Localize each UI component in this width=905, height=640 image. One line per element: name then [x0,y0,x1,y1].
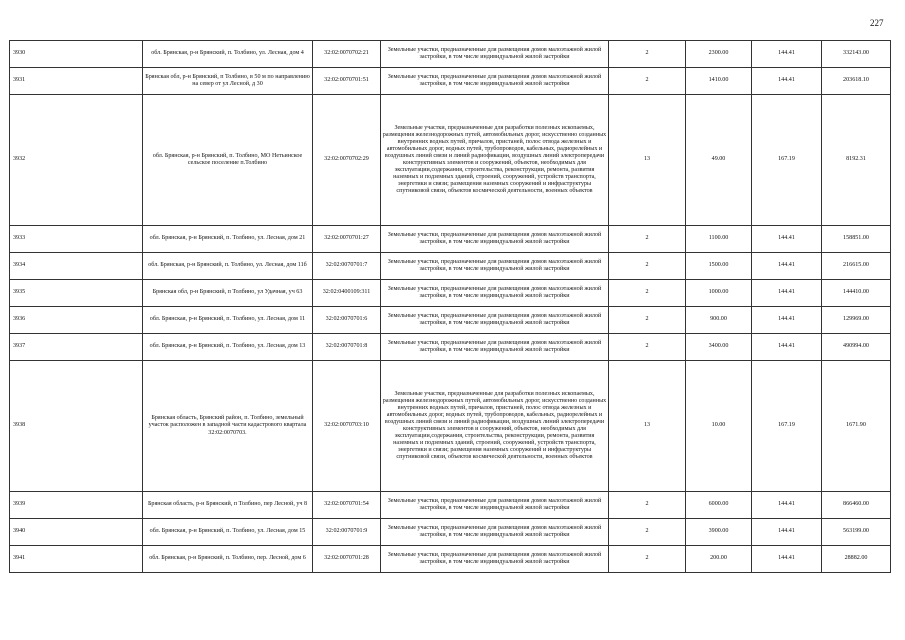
cadastral-value-cell: 216615.00 [822,253,891,280]
specific-value-cell: 144.41 [752,226,822,253]
table-row [10,95,891,226]
specific-value-cell: 144.41 [752,253,822,280]
specific-value-cell: 167.19 [752,361,822,492]
area-cell: 10.00 [686,361,752,492]
specific-value-cell: 144.41 [752,492,822,519]
address-cell: обл. Брянская, р-н Брянский, п. Толбино, ул. Лесная, дом 4 [143,41,313,68]
table-row [10,361,891,492]
cadastral-number-cell: 32:02:0070701:9 [313,519,381,546]
table-row [10,68,891,95]
use-group-cell: 2 [609,492,686,519]
row-number-cell: 3939 [10,492,143,519]
row-number-cell: 3936 [10,307,143,334]
row-number-cell: 3941 [10,546,143,573]
address-cell: обл. Брянская, р-н Брянский, п. Толбино, ул. Лесная, дом 11б [143,253,313,280]
cadastral-number-cell: 32:02:0070702:29 [313,95,381,226]
cadastral-number-cell: 32:02:0070703:10 [313,361,381,492]
specific-value-cell: 144.41 [752,519,822,546]
land-use-cell: Земельные участки, предназначенные для разработки полезных ископаемых, размещения железнодорожных путей, автомобильных дорог, искусственно созданных внутренних водных путей, причалов, пристаней, полос отвода железных и автомобильных дорог, водных путей, трубопроводов, кабельных, радиорелейных и воздушных линий связи и линий радиофикации, воздушных линий электропередачи конструктивных элементов и сооружений, объектов, необходимых для эксплуатации,содержания, строительства, реконструкции, ремонта, развития наземных и подземных зданий, строений, сооружений, устройств транспорта, энергетики и связи; размещения наземных сооружений и инфраструктуры спутниковой связи, объектов космической деятельности, военных объектов [381,361,609,492]
address-cell: обл. Брянская, р-н Брянский, п. Толбино, пер. Лесной, дом 6 [143,546,313,573]
use-group-cell: 2 [609,226,686,253]
cadastral-value-cell: 563199.00 [822,519,891,546]
cadastral-value-cell: 158851.00 [822,226,891,253]
land-use-cell: Земельные участки, предназначенные для разработки полезных ископаемых, размещения железнодорожных путей, автомобильных дорог, искусственно созданных внутренних водных путей, причалов, пристаней, полос отвода железных и автомобильных дорог, водных путей, трубопроводов, кабельных, радиорелейных и воздушных линий связи и линий радиофикации, воздушных линий электропередачи конструктивных элементов и сооружений, объектов, необходимых для эксплуатации,содержания, строительства, реконструкции, ремонта, развития наземных и подземных зданий, строений, сооружений, устройств транспорта, энергетики и связи; размещения наземных сооружений и инфраструктуры спутниковой связи, объектов космической деятельности, военных объектов [381,95,609,226]
row-number-cell: 3933 [10,226,143,253]
row-number-cell: 3937 [10,334,143,361]
use-group-cell: 2 [609,253,686,280]
land-use-cell: Земельные участки, предназначенные для размещения домов малоэтажной жилой застройки, в том числе индивидуальной жилой застройки [381,280,609,307]
table-body [10,41,891,573]
use-group-cell: 2 [609,519,686,546]
row-number-cell: 3930 [10,41,143,68]
area-cell: 900.00 [686,307,752,334]
address-cell: обл. Брянская, р-н Брянский, п. Толбино, ул. Лесная, дом 11 [143,307,313,334]
table-row [10,307,891,334]
specific-value-cell: 167.19 [752,95,822,226]
area-cell: 200.00 [686,546,752,573]
use-group-cell: 13 [609,95,686,226]
table-row [10,41,891,68]
cadastral-number-cell: 32:02:0070702:21 [313,41,381,68]
row-number-cell: 3931 [10,68,143,95]
land-use-cell: Земельные участки, предназначенные для размещения домов малоэтажной жилой застройки, в том числе индивидуальной жилой застройки [381,253,609,280]
use-group-cell: 2 [609,41,686,68]
land-use-cell: Земельные участки, предназначенные для размещения домов малоэтажной жилой застройки, в том числе индивидуальной жилой застройки [381,546,609,573]
land-use-cell: Земельные участки, предназначенные для размещения домов малоэтажной жилой застройки, в том числе индивидуальной жилой застройки [381,41,609,68]
specific-value-cell: 144.41 [752,41,822,68]
area-cell: 3400.00 [686,334,752,361]
specific-value-cell: 144.41 [752,280,822,307]
specific-value-cell: 144.41 [752,546,822,573]
cadastral-number-cell: 32:02:0400109:311 [313,280,381,307]
cadastral-number-cell: 32:02:0070701:27 [313,226,381,253]
area-cell: 3900.00 [686,519,752,546]
use-group-cell: 2 [609,334,686,361]
cadastral-number-cell: 32:02:0070701:6 [313,307,381,334]
use-group-cell: 2 [609,307,686,334]
land-use-cell: Земельные участки, предназначенные для размещения домов малоэтажной жилой застройки, в том числе индивидуальной жилой застройки [381,334,609,361]
address-cell: обл. Брянская, р-н Брянский, п. Толбино, ул. Лесная, дом 13 [143,334,313,361]
cadastral-number-cell: 32:02:0070701:54 [313,492,381,519]
table-row [10,334,891,361]
cadastral-number-cell: 32:02:0070701:51 [313,68,381,95]
cadastral-value-cell: 1671.90 [822,361,891,492]
cadastral-value-table [9,40,891,573]
land-use-cell: Земельные участки, предназначенные для размещения домов малоэтажной жилой застройки, в том числе индивидуальной жилой застройки [381,226,609,253]
cadastral-value-cell: 8192.31 [822,95,891,226]
cadastral-value-cell: 490994.00 [822,334,891,361]
address-cell: Брянская область, Брянский район, п. Толбино, земельный участок расположен в западной части кадастрового квартала 32:02:0070703. [143,361,313,492]
land-use-cell: Земельные участки, предназначенные для размещения домов малоэтажной жилой застройки, в том числе индивидуальной жилой застройки [381,68,609,95]
address-cell: Брянская обл, р-н Брянский, п Толбино, ул Удачная, уч 63 [143,280,313,307]
use-group-cell: 13 [609,361,686,492]
row-number-cell: 3940 [10,519,143,546]
table-row [10,519,891,546]
specific-value-cell: 144.41 [752,68,822,95]
cadastral-value-cell: 129969.00 [822,307,891,334]
land-use-cell: Земельные участки, предназначенные для размещения домов малоэтажной жилой застройки, в том числе индивидуальной жилой застройки [381,492,609,519]
row-number-cell: 3938 [10,361,143,492]
area-cell: 1100.00 [686,226,752,253]
row-number-cell: 3932 [10,95,143,226]
address-cell: обл. Брянская, р-н Брянский, п. Толбино, МО Нетьинское сельское поселение п.Толбино [143,95,313,226]
cadastral-number-cell: 32:02:0070701:8 [313,334,381,361]
land-use-cell: Земельные участки, предназначенные для размещения домов малоэтажной жилой застройки, в том числе индивидуальной жилой застройки [381,307,609,334]
cadastral-value-cell: 28882.00 [822,546,891,573]
area-cell: 1410.00 [686,68,752,95]
table-row [10,226,891,253]
cadastral-number-cell: 32:02:0070701:28 [313,546,381,573]
page-number: 227 [870,18,884,28]
table-row [10,492,891,519]
area-cell: 49.00 [686,95,752,226]
area-cell: 1500.00 [686,253,752,280]
cadastral-number-cell: 32:02:0070701:7 [313,253,381,280]
row-number-cell: 3935 [10,280,143,307]
cadastral-value-cell: 332143.00 [822,41,891,68]
address-cell: Брянская область, р-н Брянский, п Толбино, пер Лесной, уч 8 [143,492,313,519]
area-cell: 6000.00 [686,492,752,519]
specific-value-cell: 144.41 [752,307,822,334]
table-row [10,280,891,307]
cadastral-value-cell: 866460.00 [822,492,891,519]
use-group-cell: 2 [609,546,686,573]
area-cell: 2300.00 [686,41,752,68]
area-cell: 1000.00 [686,280,752,307]
cadastral-value-cell: 203618.10 [822,68,891,95]
use-group-cell: 2 [609,68,686,95]
row-number-cell: 3934 [10,253,143,280]
land-use-cell: Земельные участки, предназначенные для размещения домов малоэтажной жилой застройки, в том числе индивидуальной жилой застройки [381,519,609,546]
specific-value-cell: 144.41 [752,334,822,361]
table-row [10,253,891,280]
address-cell: обл. Брянская, р-н Брянский, п. Толбино, ул. Лесная, дом 21 [143,226,313,253]
table-row [10,546,891,573]
address-cell: Брянская обл, р-н Брянский, п Толбино, в 50 м по направлению на север от ул Лесной, д 30 [143,68,313,95]
use-group-cell: 2 [609,280,686,307]
cadastral-value-cell: 144410.00 [822,280,891,307]
address-cell: обл. Брянская, р-н Брянский, п. Толбино, ул. Лесная, дом 15 [143,519,313,546]
